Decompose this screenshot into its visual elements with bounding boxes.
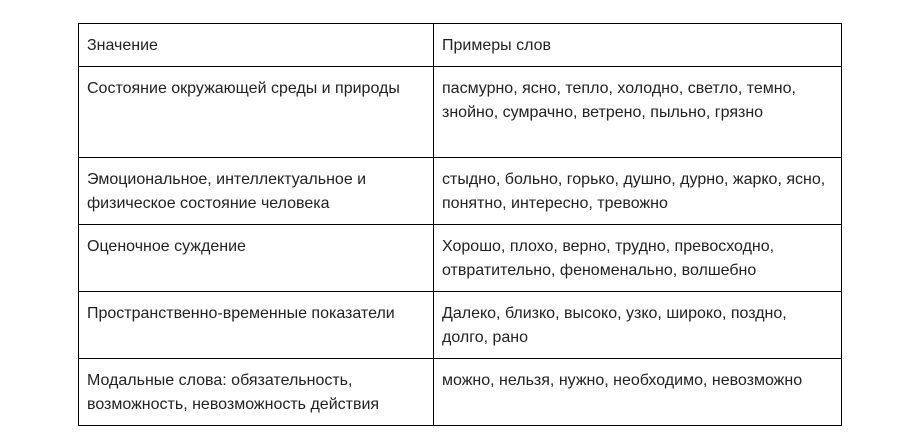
- meaning-cell: Пространственно-временные показатели: [79, 292, 434, 359]
- examples-cell: стыдно, больно, горько, душно, дурно, жарко, ясно, понятно, интересно, тревожно: [434, 158, 842, 225]
- table-row: [79, 158, 842, 225]
- meaning-cell: Модальные слова: обязательность, возможность, невозможность действия: [79, 359, 434, 426]
- meaning-cell: Состояние окружающей среды и природы: [79, 67, 434, 158]
- examples-cell: пасмурно, ясно, тепло, холодно, светло, темно, знойно, сумрачно, ветрено, пыльно, грязно: [434, 67, 842, 158]
- table-header-row: [79, 24, 842, 67]
- header-cell-examples: Примеры слов: [434, 24, 842, 67]
- meaning-cell: Эмоциональное, интеллектуальное и физическое состояние человека: [79, 158, 434, 225]
- header-cell-meaning: Значение: [79, 24, 434, 67]
- examples-cell: Хорошо, плохо, верно, трудно, превосходно, отвратительно, феноменально, волшебно: [434, 225, 842, 292]
- examples-cell: Далеко, близко, высоко, узко, широко, поздно, долго, рано: [434, 292, 842, 359]
- table-row: [79, 67, 842, 158]
- meaning-cell: Оценочное суждение: [79, 225, 434, 292]
- examples-cell: можно, нельзя, нужно, необходимо, невозможно: [434, 359, 842, 426]
- table-row: [79, 292, 842, 359]
- meaning-examples-table: [78, 23, 842, 426]
- table-row: [79, 359, 842, 426]
- table-row: [79, 225, 842, 292]
